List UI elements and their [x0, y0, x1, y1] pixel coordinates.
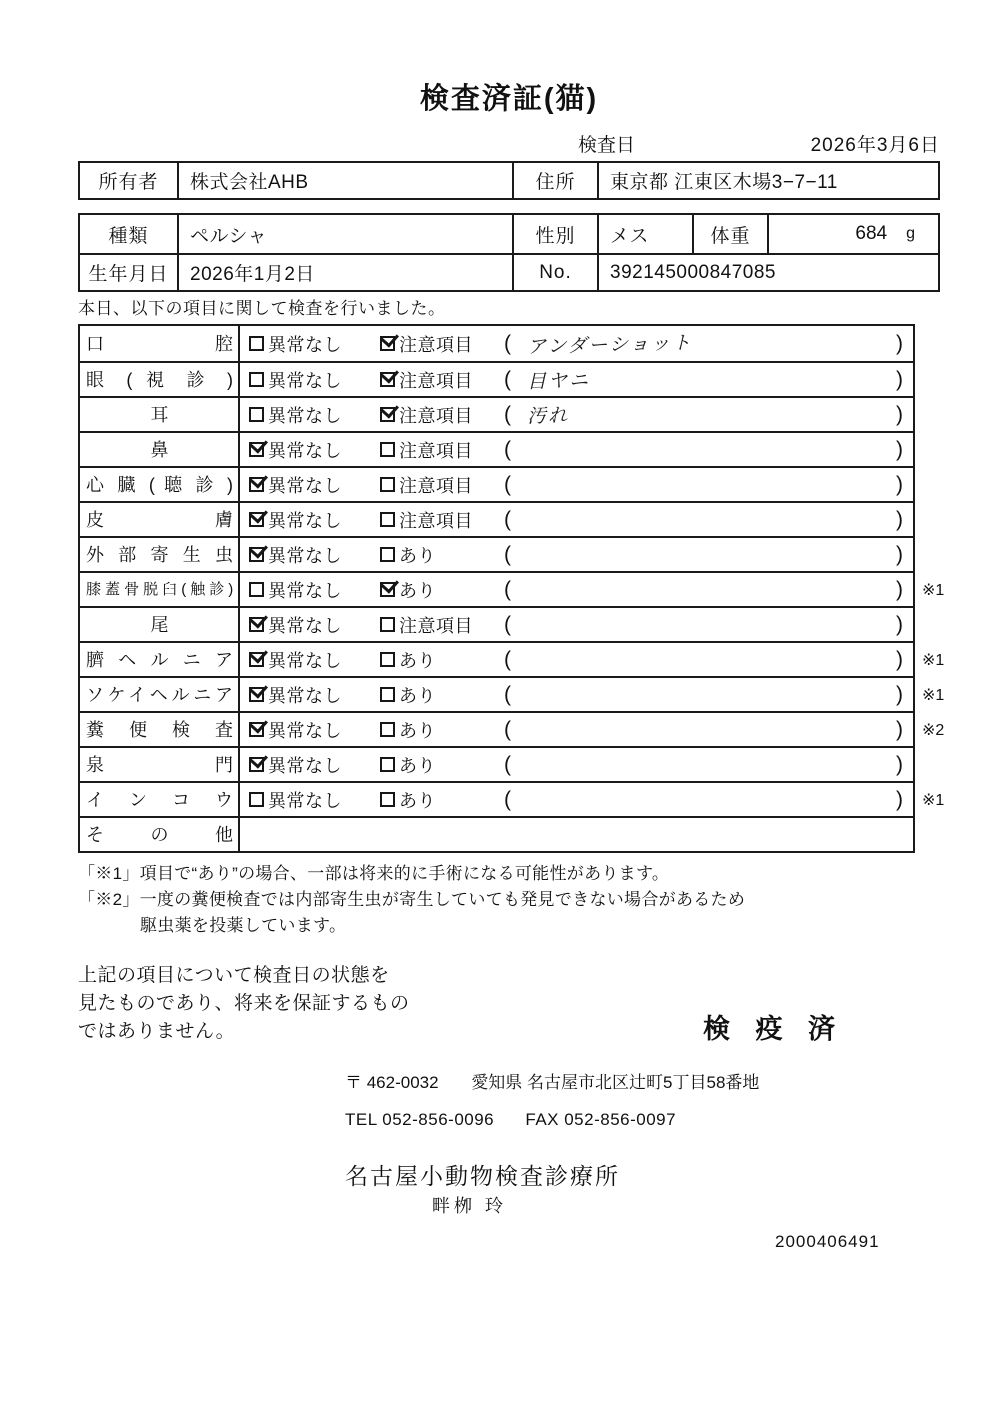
handwritten-note: アンダーショット	[526, 332, 694, 359]
checklist-row-body	[240, 468, 913, 501]
checkbox-flagged[interactable]	[380, 687, 395, 702]
weight-value-cell	[767, 215, 938, 253]
checkbox-flagged[interactable]	[380, 336, 395, 351]
open-paren: (	[504, 682, 511, 706]
clinic-address: 愛知県 名古屋市北区辻町5丁目58番地	[471, 1073, 760, 1092]
number-label: No.	[512, 255, 597, 290]
checklist-row	[80, 676, 945, 711]
checklist-row-label-cell	[80, 713, 240, 746]
checkbox-flagged[interactable]	[380, 722, 395, 737]
checklist-row-body	[240, 398, 913, 431]
open-paren: (	[504, 367, 511, 391]
checkbox-flagged-label: 注意項目	[399, 440, 473, 461]
close-paren: )	[896, 367, 903, 391]
option-flagged	[380, 752, 504, 778]
option-no-abnormality	[249, 367, 380, 393]
checklist-row	[80, 396, 913, 431]
close-paren: )	[896, 472, 903, 496]
option-flagged	[380, 507, 504, 533]
number-value: 392145000847085	[597, 255, 938, 290]
inspection-date-row	[78, 133, 940, 157]
checkbox-no-abnormality[interactable]	[249, 792, 264, 807]
checkbox-flagged[interactable]	[380, 617, 395, 632]
checklist-row-body	[240, 538, 913, 571]
remarks-area	[504, 573, 913, 606]
checkbox-no-abnormality[interactable]	[249, 652, 264, 667]
checkbox-flagged-label: 注意項目	[399, 370, 473, 391]
option-flagged	[380, 612, 504, 638]
checkbox-no-abnormality[interactable]	[249, 407, 264, 422]
checkbox-flagged[interactable]	[380, 407, 395, 422]
checklist-row-label-cell	[80, 398, 240, 431]
checklist-row-label: 臍 ヘ ル ニ ア	[86, 649, 233, 670]
checkbox-flagged[interactable]	[380, 512, 395, 527]
checklist-row	[80, 711, 945, 746]
option-flagged	[380, 717, 504, 743]
disclaimer-line-3: ではありません。	[78, 1021, 236, 1042]
open-paren: (	[504, 331, 511, 355]
checkbox-no-abnormality[interactable]	[249, 336, 264, 351]
checklist-row-body	[240, 503, 913, 536]
checklist-row-label-cell	[80, 818, 240, 851]
checklist-row-label: ソケイヘルニア	[86, 684, 233, 705]
open-paren: (	[504, 717, 511, 741]
checkbox-no-abnormality-label: 異常なし	[268, 440, 342, 461]
checkbox-no-abnormality[interactable]	[249, 757, 264, 772]
checkbox-flagged-label: あり	[399, 790, 436, 811]
open-paren: (	[504, 542, 511, 566]
checklist-row-body	[240, 818, 913, 851]
checklist-row-label: 膝蓋骨脱臼(触診)	[86, 581, 233, 598]
close-paren: )	[896, 647, 903, 671]
option-flagged	[380, 402, 504, 428]
footnote-mark: ※1	[922, 791, 945, 809]
clinic-name: 名古屋小動物検査診療所	[345, 1163, 620, 1189]
checklist-row-label: 耳	[150, 404, 169, 425]
checkbox-flagged-label: 注意項目	[399, 475, 473, 496]
option-no-abnormality	[249, 752, 380, 778]
checklist-row-label: 泉 門	[86, 754, 233, 775]
breed-label: 種類	[108, 225, 149, 247]
checkbox-no-abnormality-label: 異常なし	[268, 615, 342, 636]
checklist-row-body	[240, 678, 913, 711]
checklist-row-body	[240, 326, 913, 361]
checklist-row-label: 心 臓 ( 聴 診 )	[86, 474, 233, 495]
open-paren: (	[504, 577, 511, 601]
checkbox-flagged-label: あり	[399, 755, 436, 776]
footnote-mark: ※1	[922, 651, 945, 669]
remarks-area	[504, 363, 913, 396]
disclaimer-line-2: 見たものであり、将来を保証するもの	[78, 993, 410, 1014]
checklist-row-body	[240, 363, 913, 396]
option-flagged	[380, 331, 504, 357]
checklist-row-label-cell	[80, 678, 240, 711]
close-paren: )	[896, 717, 903, 741]
checkbox-no-abnormality-label: 異常なし	[268, 650, 342, 671]
weight-value: 684	[855, 223, 888, 244]
remarks-area	[504, 433, 913, 466]
close-paren: )	[896, 752, 903, 776]
checkbox-flagged[interactable]	[380, 757, 395, 772]
weight-label: 体重	[692, 215, 767, 253]
open-paren: (	[504, 612, 511, 636]
close-paren: )	[896, 787, 903, 811]
checkbox-flagged-label: 注意項目	[399, 615, 473, 636]
handwritten-note: 目ヤニ	[526, 370, 591, 393]
checkbox-no-abnormality-label: 異常なし	[268, 334, 342, 355]
checklist-row-label-cell	[80, 608, 240, 641]
open-paren: (	[504, 472, 511, 496]
birthdate-value: 2026年1月2日	[177, 255, 512, 290]
checklist-row-label: 眼 ( 視 診 )	[86, 369, 233, 390]
owner-label: 所有者	[98, 172, 159, 193]
open-paren: (	[504, 787, 511, 811]
close-paren: )	[896, 542, 903, 566]
address-label: 住所	[512, 163, 597, 198]
checkbox-flagged[interactable]	[380, 442, 395, 457]
checklist-row-label-cell	[80, 538, 240, 571]
remarks-area	[504, 468, 913, 501]
checklist-row-body	[240, 748, 913, 781]
checklist-row	[80, 536, 913, 571]
checklist-row-label-cell	[80, 433, 240, 466]
checklist-row	[80, 816, 913, 851]
close-paren: )	[896, 437, 903, 461]
option-flagged	[380, 647, 504, 673]
checkbox-no-abnormality[interactable]	[249, 477, 264, 492]
checkbox-no-abnormality-label: 異常なし	[268, 755, 342, 776]
checkbox-no-abnormality-label: 異常なし	[268, 510, 342, 531]
footnote-2: 「※2」一度の糞便検査では内部寄生虫が寄生していても発見できない場合があるため	[78, 890, 746, 909]
remarks-area	[504, 783, 913, 816]
checkbox-flagged[interactable]	[380, 652, 395, 667]
footnote-mark: ※1	[922, 581, 945, 599]
checkbox-flagged-label: 注意項目	[399, 334, 473, 355]
handwritten-note: 汚れ	[526, 405, 570, 428]
close-paren: )	[896, 402, 903, 426]
checklist-row-body	[240, 608, 913, 641]
checkbox-no-abnormality-label: 異常なし	[268, 405, 342, 426]
footnote-mark: ※1	[922, 686, 945, 704]
footnotes	[78, 861, 940, 938]
checklist-row	[80, 746, 913, 781]
open-paren: (	[504, 402, 511, 426]
checklist-row-body	[240, 783, 913, 816]
weight-unit: g	[906, 225, 915, 242]
checklist-row-label-cell	[80, 503, 240, 536]
checklist-row-label-cell	[80, 573, 240, 606]
checkbox-no-abnormality-label: 異常なし	[268, 545, 342, 566]
checklist-row-label-cell	[80, 783, 240, 816]
checklist-row-label: イ ン コ ウ	[86, 789, 233, 810]
checklist-row-body	[240, 573, 913, 606]
checkbox-no-abnormality[interactable]	[249, 687, 264, 702]
checklist-row	[80, 361, 913, 396]
checkbox-no-abnormality-label: 異常なし	[268, 720, 342, 741]
option-flagged	[380, 472, 504, 498]
checklist-row-body	[240, 433, 913, 466]
checkbox-no-abnormality-label: 異常なし	[268, 370, 342, 391]
close-paren: )	[896, 682, 903, 706]
disclaimer-block	[78, 962, 940, 1048]
tel-number: TEL 052-856-0096	[345, 1110, 495, 1129]
quarantine-passed-stamp: 検 疫 済	[702, 1014, 844, 1044]
option-no-abnormality	[249, 787, 380, 813]
checklist-row-label: 鼻	[150, 439, 169, 460]
checkbox-flagged[interactable]	[380, 792, 395, 807]
checklist-row	[80, 326, 913, 361]
option-no-abnormality	[249, 331, 380, 357]
option-no-abnormality	[249, 647, 380, 673]
checklist-row	[80, 501, 913, 536]
checklist-row	[80, 781, 945, 816]
checkbox-no-abnormality[interactable]	[249, 512, 264, 527]
checklist-row-label-cell	[80, 363, 240, 396]
checklist-row-label: 尾	[150, 614, 169, 635]
open-paren: (	[504, 507, 511, 531]
option-no-abnormality	[249, 402, 380, 428]
checkbox-flagged-label: あり	[399, 685, 436, 706]
remarks-area	[504, 748, 913, 781]
checklist-row-label: そ の 他	[86, 824, 233, 845]
checklist-row-body	[240, 713, 913, 746]
option-no-abnormality	[249, 682, 380, 708]
checkbox-flagged-label: あり	[399, 720, 436, 741]
option-no-abnormality	[249, 577, 380, 603]
checklist-row-label: 糞 便 検 査	[86, 719, 233, 740]
close-paren: )	[896, 331, 903, 355]
remarks-area	[504, 643, 913, 676]
close-paren: )	[896, 577, 903, 601]
option-flagged	[380, 542, 504, 568]
owner-value: 株式会社AHB	[177, 163, 512, 198]
inspection-date-value: 2026年3月6日	[810, 135, 940, 156]
checklist-row-label: 外 部 寄 生 虫	[86, 544, 233, 565]
postal-line	[345, 1068, 940, 1090]
checkbox-flagged-label: あり	[399, 580, 436, 601]
inspection-date-label: 検査日	[578, 135, 636, 156]
checklist-row-label-cell	[80, 748, 240, 781]
option-no-abnormality	[249, 507, 380, 533]
option-no-abnormality	[249, 717, 380, 743]
checkbox-no-abnormality-label: 異常なし	[268, 685, 342, 706]
option-no-abnormality	[249, 542, 380, 568]
checklist-table	[78, 324, 945, 853]
checklist-row	[80, 641, 945, 676]
animal-table	[78, 213, 940, 292]
remarks-area	[504, 398, 913, 431]
option-no-abnormality	[249, 437, 380, 463]
remarks-area	[504, 326, 913, 361]
close-paren: )	[896, 507, 903, 531]
option-flagged	[380, 577, 504, 603]
checkbox-no-abnormality[interactable]	[249, 722, 264, 737]
close-paren: )	[896, 612, 903, 636]
remarks-area	[504, 608, 913, 641]
checklist-row	[80, 571, 945, 606]
checkbox-flagged[interactable]	[380, 547, 395, 562]
animal-table-row-2	[80, 253, 938, 290]
checkbox-no-abnormality[interactable]	[249, 442, 264, 457]
checklist-row-label-cell	[80, 468, 240, 501]
option-flagged	[380, 437, 504, 463]
option-flagged	[380, 682, 504, 708]
owner-table	[78, 161, 940, 200]
checkbox-no-abnormality[interactable]	[249, 617, 264, 632]
remarks-area	[504, 678, 913, 711]
checkbox-no-abnormality[interactable]	[249, 547, 264, 562]
remarks-area	[504, 503, 913, 536]
checklist-row-body	[240, 643, 913, 676]
remarks-area	[504, 713, 913, 746]
checkbox-no-abnormality[interactable]	[249, 582, 264, 597]
veterinarian-name: 畔栁 玲	[432, 1196, 508, 1216]
option-no-abnormality	[249, 472, 380, 498]
fax-number: FAX 052-856-0097	[525, 1110, 677, 1129]
checkbox-no-abnormality-label: 異常なし	[268, 790, 342, 811]
clinic-footer	[78, 1068, 940, 1254]
checkbox-flagged-label: 注意項目	[399, 405, 473, 426]
address-value: 東京都 江東区木場3−7−11	[597, 163, 938, 198]
option-flagged	[380, 787, 504, 813]
open-paren: (	[504, 752, 511, 776]
option-no-abnormality	[249, 612, 380, 638]
intro-text: 本日、以下の項目に関して検査を行いました。	[78, 299, 446, 318]
open-paren: (	[504, 437, 511, 461]
tel-fax-line	[345, 1110, 940, 1132]
breed-value: ペルシャ	[177, 215, 512, 253]
checkbox-no-abnormality[interactable]	[249, 372, 264, 387]
footnote-1: 「※1」項目で“あり”の場合、一部は将来的に手術になる可能性があります。	[78, 864, 670, 883]
checkbox-flagged[interactable]	[380, 372, 395, 387]
checklist-row-label-cell	[80, 643, 240, 676]
footnote-mark: ※2	[922, 721, 945, 739]
disclaimer-line-1: 上記の項目について検査日の状態を	[78, 965, 390, 986]
open-paren: (	[504, 647, 511, 671]
animal-table-row-1	[80, 215, 938, 253]
checkbox-flagged[interactable]	[380, 477, 395, 492]
checklist-row-label: 口 腔	[86, 333, 233, 354]
checklist-row-label: 皮 膚	[86, 509, 233, 530]
sex-label: 性別	[512, 215, 597, 253]
serial-number: 2000406491	[775, 1232, 880, 1251]
checkbox-no-abnormality-label: 異常なし	[268, 580, 342, 601]
checkbox-flagged-label: 注意項目	[399, 510, 473, 531]
checklist-row	[80, 466, 913, 501]
page-title: 検査済証(猫)	[419, 83, 599, 115]
checklist-row	[80, 606, 913, 641]
postal-code: 〒 462-0032	[345, 1073, 439, 1092]
checkbox-flagged[interactable]	[380, 582, 395, 597]
checklist-row	[80, 431, 913, 466]
checkbox-flagged-label: あり	[399, 545, 436, 566]
checklist-row-label-cell	[80, 326, 240, 361]
remarks-area	[504, 538, 913, 571]
sex-value: メス	[597, 215, 692, 253]
birthdate-label: 生年月日	[88, 264, 169, 285]
checkbox-flagged-label: あり	[399, 650, 436, 671]
option-flagged	[380, 367, 504, 393]
footnote-2-continued: 駆虫薬を投薬しています。	[140, 916, 347, 935]
checkbox-no-abnormality-label: 異常なし	[268, 475, 342, 496]
